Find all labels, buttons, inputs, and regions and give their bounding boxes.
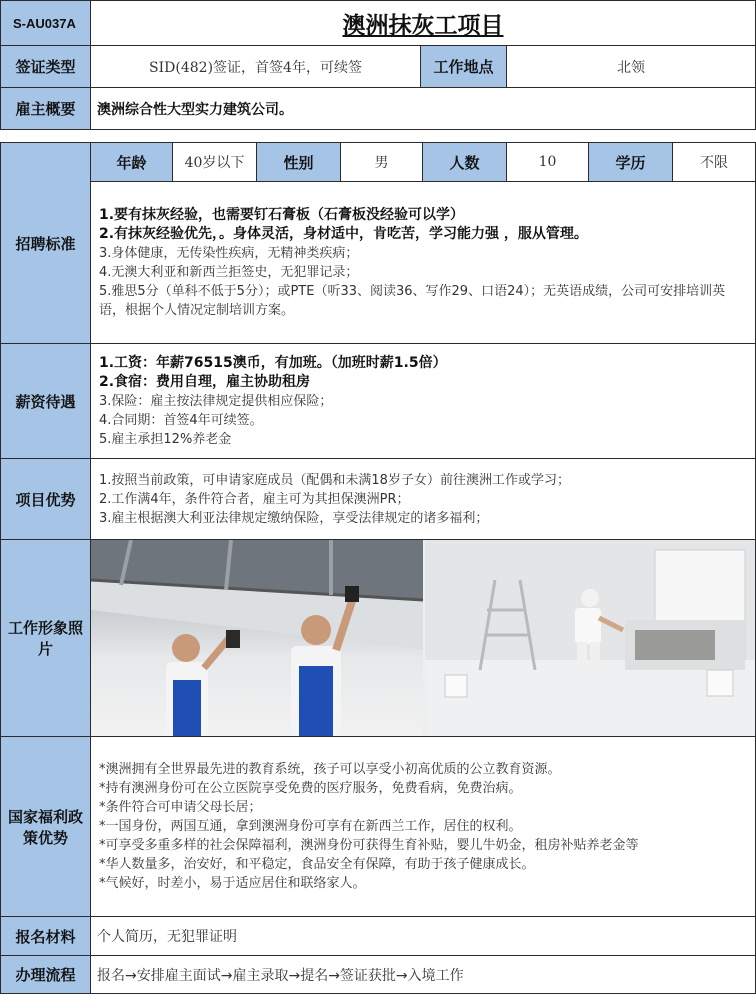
drywall-workers-illustration	[91, 540, 423, 736]
visa-type-value: SID(482)签证，首签4年，可续签	[90, 45, 421, 88]
salary-line: 2.食宿：费用自理，雇主协助租房	[99, 373, 311, 390]
criteria-line: 5.雅思5分（单科不低于5分）；或PTE（听33、阅读36、写作29、口语24）；无英语成绩，公司可安排培训英语，根据个人情况定制培训方案。	[99, 283, 726, 318]
welfare-line: *一国身份，两国互通，拿到澳洲身份可享有在新西兰工作，居住的权利。	[99, 819, 522, 834]
welfare-line: *澳洲拥有全世界最先进的教育系统，孩子可以享受小初高优质的公立教育资源。	[99, 762, 561, 777]
section-gap	[0, 130, 756, 142]
criteria-line: 4.无澳大利亚和新西兰拒签史，无犯罪记录；	[99, 264, 359, 280]
age-value: 40岁以下	[172, 142, 257, 182]
criteria-line: 2.有抹灰经验优先，。身体灵活，身材适中，肯吃苦，学习能力强 ，服从管理。	[99, 225, 588, 242]
gender-value: 男	[340, 142, 423, 182]
process-value: 报名→安排雇主面试→雇主录取→提名→签证获批→入境工作	[90, 955, 756, 994]
salary-line: 5.雇主承担12%养老金	[99, 431, 232, 447]
criteria-line: 1.要有抹灰经验，也需要钉石膏板（石膏板没经验可以学）	[99, 206, 465, 223]
criteria-label: 招聘标准	[0, 142, 91, 344]
drywall-workers-photo	[91, 540, 423, 736]
education-label: 学历	[588, 142, 673, 182]
project-code: S-AU037A	[0, 0, 91, 46]
headcount-value: 10	[506, 142, 589, 182]
work-location-label: 工作地点	[420, 45, 507, 88]
criteria-content	[90, 181, 756, 344]
plasterer-room-illustration	[425, 540, 755, 736]
welfare-line: *持有澳洲身份可在公立医院享受免费的医疗服务，免费看病，免费治病。	[99, 781, 522, 796]
welfare-line: *气候好，时差小，易于适应居住和联络家人。	[99, 876, 366, 891]
welfare-label: 国家福利政策优势	[0, 736, 91, 917]
employer-value: 澳洲综合性大型实力建筑公司。	[90, 87, 756, 130]
headcount-label: 人数	[422, 142, 507, 182]
materials-value: 个人简历，无犯罪证明	[90, 916, 756, 956]
welfare-line: *可享受多重多样的社会保障福利，澳洲身份可获得生育补贴，婴儿牛奶金，租房补贴养老金等	[99, 838, 639, 853]
salary-line: 4.合同期：首签4年可续签。	[99, 412, 263, 428]
salary-content	[90, 343, 756, 459]
plasterer-room-photo	[425, 540, 755, 736]
advantage-line: 2.工作满4年，条件符合者，雇主可为其担保澳洲PR；	[99, 491, 410, 507]
salary-line: 3.保险：雇主按法律规定提供相应保险；	[99, 393, 333, 409]
salary-label: 薪资待遇	[0, 343, 91, 459]
welfare-content	[90, 736, 756, 917]
process-label: 办理流程	[0, 955, 91, 994]
advantage-line: 3.雇主根据澳大利亚法律规定缴纳保险，享受法律规定的诸多福利；	[99, 510, 489, 526]
photos-label: 工作形象照片	[0, 539, 91, 737]
photos-area	[90, 539, 756, 737]
employer-label: 雇主概要	[0, 87, 91, 130]
gender-label: 性别	[256, 142, 341, 182]
advantages-label: 项目优势	[0, 458, 91, 540]
criteria-line: 3.身体健康，无传染性疾病，无精神类疾病；	[99, 245, 359, 261]
visa-type-label: 签证类型	[0, 45, 91, 88]
advantages-content	[90, 458, 756, 540]
advantage-line: 1.按照当前政策，可申请家庭成员（配偶和未满18岁子女）前往澳洲工作或学习；	[99, 472, 570, 488]
welfare-line: *条件符合可申请父母长居；	[99, 800, 262, 815]
salary-line: 1.工资：年薪76515澳币，有加班。（加班时薪1.5倍）	[99, 354, 447, 371]
page-title: 澳洲抹灰工项目	[90, 0, 756, 46]
materials-label: 报名材料	[0, 916, 91, 956]
age-label: 年龄	[90, 142, 173, 182]
education-value: 不限	[672, 142, 756, 182]
welfare-line: *华人数量多，治安好，和平稳定，食品安全有保障，有助于孩子健康成长。	[99, 857, 535, 872]
work-location-value: 北领	[506, 45, 756, 88]
